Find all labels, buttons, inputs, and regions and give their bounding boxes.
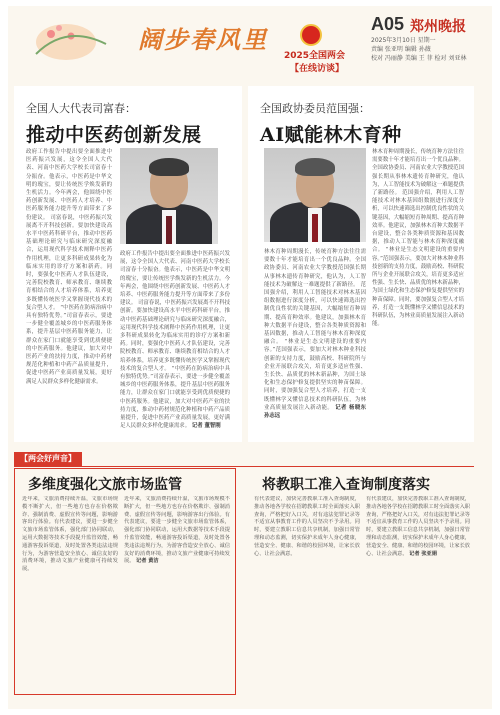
edition-info-line: 校对 冯丽静 美编 王 菲 检对 刘亚林 bbox=[371, 55, 467, 62]
bottom-right-body-continued bbox=[366, 496, 470, 690]
national-emblem-icon bbox=[300, 24, 322, 46]
bottom-right-body bbox=[254, 496, 360, 690]
article-body-text-2: 林木育种周期漫长，传统育种方法往往需要数十年才能培育出一个优良品种。全国政协委员、河南农业大学教授范国强长期从事林木遗传育种研究，他认为，人工智能技术为破解这一难题提供了新路径。 范国强介绍，利用人工智能技术对林木基因组数据进行深度分析，可以快速筛选出控制优良性状的关键基因，大幅缩短育种周期、提高育种效率。他建议，加强林木育种大数据平台建设，整合各类种质资源和基因数据，推动人工智能与林木育种深度融合。 “林业是生态文明建设的重要内容。”范国强表示，要加大对林木种业科技创新的支持力度，鼓励高校、科研院所与企业开展联合攻关，培育更多适应性强、生长快、品质优的林木新品种，为国土绿化和生态保护修复提供坚实的种苗保障。同时，要加强复合型人才培养，打造一支既懂林学又懂信息技术的科研队伍，为林业高质量发展注入新动能。 bbox=[264, 249, 366, 411]
article-body-text: 林木育种周期漫长，传统育种方法往往需要数十年才能培育出一个优良品种。全国政协委员、河南农业大学教授范国强长期从事林木遗传育种研究，他认为，人工智能技术为破解这一难题提供了新路径。 范国强介绍，利用人工智能技术对林木基因组数据进行深度分析，可以快速筛选出控制优良性状的关键基因，大幅缩短育种周期、提高育种效率。他建议，加强林木育种大数据平台建设，整合各类种质资源和基因数据，推动人工智能与林木育种深度融合。 “林业是生态文明建设的重要内容。”范国强表示，要加大对林木种业科技创新的支持力度，鼓励高校、科研院所与企业开展联合攻关，培育更多适应性强、生长快、品质优的林木新品种，为国土绿化和生态保护修复提供坚实的种苗保障。同时，要加强复合型人才培养，打造一支既懂林学又懂信息技术的科研队伍，为林业高质量发展注入新动能。 bbox=[372, 149, 464, 328]
bottom-right-body-text: 有代表建议，加快完善教职工准入查询制度，推动各地各学校在招聘教职工时全面落实入职查询，严格把好入口关，对有违法犯罪记录等不适宜从事教育工作的人员坚决不予录用。同时，要建立教职工信息共享机制，加强日常管理和动态监测，切实保护未成年人身心健康，营造安全、健康、和谐的校园环境，让家长放心、让社会满意。 bbox=[254, 496, 360, 557]
edition-info bbox=[371, 36, 486, 63]
bottom-left-reporter: 记者 黄洁 bbox=[136, 558, 159, 565]
article-body-continued bbox=[264, 248, 366, 436]
portrait-photo bbox=[120, 148, 218, 244]
bottom-left-body-continued bbox=[124, 496, 230, 690]
event-subtitle: 【在线访谈】 bbox=[290, 64, 345, 74]
event-title: 2025全国两会 bbox=[284, 51, 346, 61]
page-number: A05 bbox=[371, 14, 405, 34]
article-body bbox=[26, 148, 112, 436]
bottom-left-headline: 多维度强化文旅市场监管 bbox=[28, 477, 182, 493]
section-divider bbox=[14, 466, 474, 467]
masthead bbox=[8, 6, 492, 82]
article-kicker: 全国政协委员范国强： bbox=[260, 102, 370, 115]
article-right bbox=[248, 86, 474, 442]
article-reporter: 记者 董智刚 bbox=[191, 423, 221, 430]
article-body-text: 政府工作报告中提出要全面推进中医药振兴发展，这令全国人大代表、河南中医药大学校长司富春十分振奋。他表示，中医药是中华文明的瑰宝，要让传统医学焕发新的生机活力。今年两会，他围绕中医药创新发展、中医药人才培养、中医药服务能力提升等方面带来了多份建议。 司富春说，中医药振兴发展离不开科技创新。要加快建设高水平中医药科研平台，推动中医药基础理论研究与临床研究深度融合，运用现代科学技术阐释中医药作用机理，让更多科研成果转化为临床实用的诊疗方案和新药。同时，要强化中医药人才队伍建设，完善院校教育、师承教育、继续教育相结合的人才培养体系，培养更多既懂传统医学又掌握现代技术的复合型人才。 “中医药在防病治病中具有独特优势。”司富春表示，要进一步健全覆盖城乡的中医药服务体系，提升基层中医药服务能力，让群众在家门口就能享受到优质便捷的中医药服务。他建议，加大对中医药产业的扶持力度，推动中药材规范化种植和中药产品质量提升，促进中医药产业高质量发展，更好满足人民群众多样化健康需求。 bbox=[26, 149, 112, 385]
section-tag: 【两会好声音】 bbox=[14, 452, 82, 466]
article-reporter: 记者 杨晓东 孙志远 bbox=[264, 404, 366, 420]
article-body-continued bbox=[120, 250, 230, 436]
article-body-text-2: 政府工作报告中提出要全面推进中医药振兴发展，这令全国人大代表、河南中医药大学校长司富春十分振奋。他表示，中医药是中华文明的瑰宝，要让传统医学焕发新的生机活力。今年两会，他围绕中医药创新发展、中医药人才培养、中医药服务能力提升等方面带来了多份建议。 司富春说，中医药振兴发展离不开科技创新。要加快建设高水平中医药科研平台，推动中医药基础理论研究与临床研究深度融合，运用现代科学技术阐释中医药作用机理，让更多科研成果转化为临床实用的诊疗方案和新药。同时，要强化中医药人才队伍建设，完善院校教育、师承教育、继续教育相结合的人才培养体系，培养更多既懂传统医学又掌握现代技术的复合型人才。 “中医药在防病治病中具有独特优势。”司富春表示，要进一步健全覆盖城乡的中医药服务体系，提升基层中医药服务能力，让群众在家门口就能享受到优质便捷的中医药服务。他建议，加大对中医药产业的扶持力度，推动中药材规范化种植和中药产品质量提升，促进中医药产业高质量发展，更好满足人民群众多样化健康需求。 bbox=[120, 251, 230, 430]
edition-info-line: 2025年3月10日 星期一 bbox=[371, 37, 436, 44]
article-kicker: 全国人大代表司富春： bbox=[26, 102, 136, 115]
article-body bbox=[372, 148, 464, 436]
bottom-left-body-text-2: 近年来，文旅消费持续升温，文旅市场规模不断扩大，但一些地方也存在价格欺诈、强制消费、虚假宣传等问题，影响游客出行体验。有代表建议，要进一步健全文旅市场监管体系，强化部门协同联动，运用大数据等技术手段提升监管效能，畅通游客投诉渠道，及时处置各类违法违规行为，为游客营造安全放心、诚信友好的消费环境，推动文旅产业健康可持续发展。 bbox=[124, 496, 230, 565]
bottom-left-body-text: 近年来，文旅消费持续升温，文旅市场规模不断扩大，但一些地方也存在价格欺诈、强制消费、虚假宣传等问题，影响游客出行体验。有代表建议，要进一步健全文旅市场监管体系，强化部门协同联动，运用大数据等技术手段提升监管效能，畅通游客投诉渠道，及时处置各类违法违规行为，为游客营造安全放心、诚信友好的消费环境，推动文旅产业健康可持续发展。 bbox=[22, 496, 118, 573]
bottom-right-reporter: 记者 张亚娟 bbox=[409, 550, 437, 557]
banner-title: 阔步春风里 bbox=[138, 25, 268, 54]
bottom-left-body bbox=[22, 496, 118, 690]
article-headline: AI赋能林木育种 bbox=[260, 124, 402, 146]
article-left bbox=[14, 86, 242, 442]
portrait-photo bbox=[264, 148, 366, 242]
edition-info-line: 责编 张亚明 编辑 孙薇 bbox=[371, 46, 431, 53]
bottom-right-headline: 将教职工准入查询制度落实 bbox=[262, 477, 430, 493]
newspaper-brand: 郑州晚报 bbox=[410, 19, 466, 35]
bottom-right-body-text-2: 有代表建议，加快完善教职工准入查询制度，推动各地各学校在招聘教职工时全面落实入职查询，严格把好入口关，对有违法犯罪记录等不适宜从事教育工作的人员坚决不予录用。同时，要建立教职工信息共享机制，加强日常管理和动态监测，切实保护未成年人身心健康，营造安全、健康、和谐的校园环境，让家长放心、让社会满意。 bbox=[366, 496, 470, 557]
article-headline: 推动中医药创新发展 bbox=[26, 124, 202, 146]
